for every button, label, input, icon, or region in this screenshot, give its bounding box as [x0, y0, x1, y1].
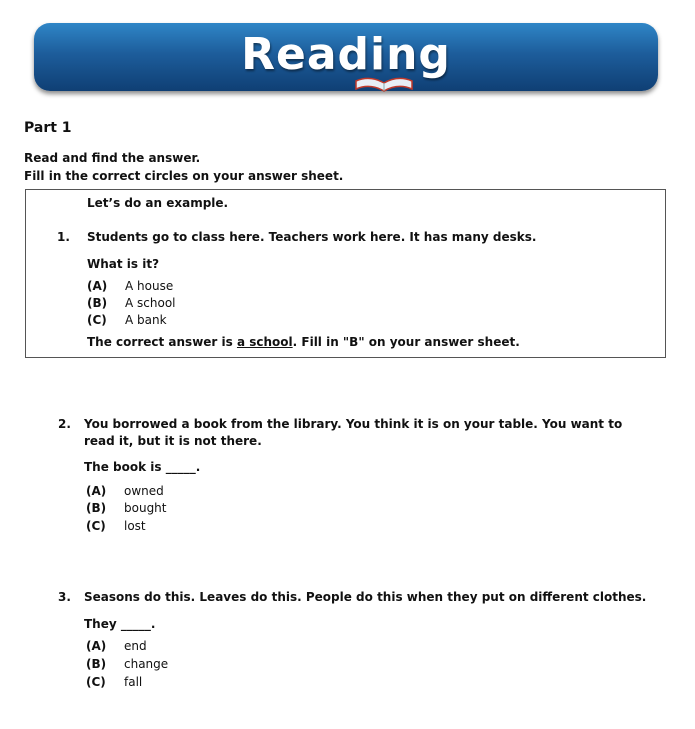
option-text: end: [124, 639, 147, 653]
option-text: A house: [125, 279, 174, 293]
banner-title: Reading: [241, 29, 451, 80]
option-letter: (C): [86, 675, 106, 689]
question-text-line-1: Seasons do this. Leaves do this. People do this when they put on different clothes.: [84, 590, 647, 604]
option-b: [86, 657, 168, 671]
option-text: A bank: [125, 313, 167, 327]
option-a: [86, 484, 164, 498]
option-b: [86, 501, 167, 515]
answer-value: a school: [236, 335, 293, 349]
option-text: A school: [125, 296, 176, 310]
option-text: bought: [124, 501, 167, 515]
option-text: change: [124, 657, 169, 671]
question-number: 1.: [57, 230, 70, 244]
option-text: lost: [124, 519, 146, 533]
reading-banner: [34, 23, 658, 91]
question-text-line-2: read it, but it is not there.: [84, 434, 262, 448]
question-prompt: What is it?: [87, 257, 160, 271]
option-letter: (B): [86, 657, 107, 671]
question-number: 3.: [58, 590, 71, 604]
option-a: [86, 639, 147, 653]
answer-prefix: The correct answer is: [87, 335, 237, 349]
option-letter: (B): [87, 296, 108, 310]
option-c: [86, 675, 142, 689]
example-answer: [87, 335, 520, 349]
instruction-line-2: Fill in the correct circles on your answer sheet.: [24, 169, 344, 183]
option-letter: (C): [86, 519, 106, 533]
example-box: [25, 189, 666, 358]
question-number: 2.: [58, 417, 71, 431]
option-b: [87, 296, 176, 310]
open-book-icon: [354, 75, 414, 93]
option-c: [87, 313, 167, 327]
option-text: fall: [124, 675, 143, 689]
part-title: Part 1: [24, 120, 72, 136]
option-a: [87, 279, 173, 293]
question-text: Students go to class here. Teachers work here. It has many desks.: [87, 230, 537, 244]
answer-suffix: . Fill in "B" on your answer sheet.: [292, 335, 520, 349]
option-letter: (B): [86, 501, 107, 515]
question-prompt: The book is _____.: [84, 460, 201, 474]
option-letter: (A): [86, 484, 107, 498]
option-letter: (A): [87, 279, 108, 293]
question-prompt: They _____.: [84, 617, 156, 631]
example-intro: Let’s do an example.: [87, 196, 229, 210]
option-text: owned: [124, 484, 164, 498]
instruction-line-1: Read and find the answer.: [24, 151, 201, 165]
option-c: [86, 519, 146, 533]
question-text-line-1: You borrowed a book from the library. You think it is on your table. You want to: [84, 417, 623, 431]
option-letter: (A): [86, 639, 107, 653]
option-letter: (C): [87, 313, 107, 327]
